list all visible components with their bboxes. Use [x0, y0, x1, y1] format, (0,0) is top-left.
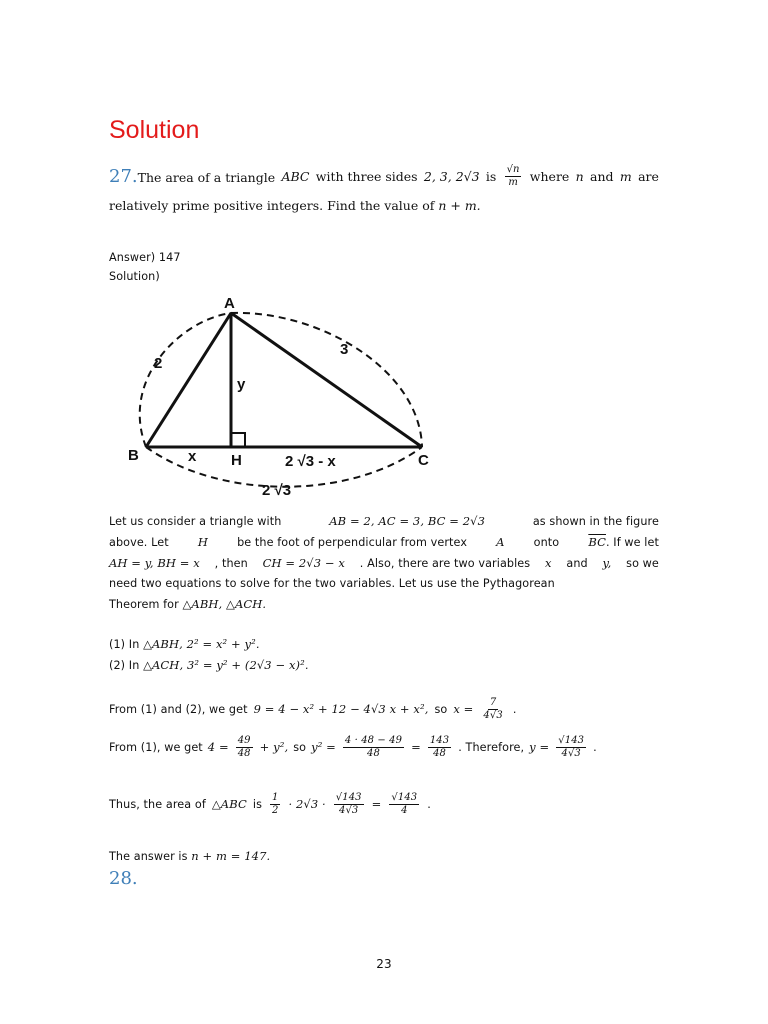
triangles-math: △ABH, △ACH.	[182, 597, 267, 611]
step-math: x =	[453, 702, 474, 716]
altitude-label: y	[237, 376, 246, 393]
para-text: so we	[626, 556, 659, 570]
side-lengths-math: AB = 2, AC = 3, BC = 2√3	[329, 514, 486, 528]
problem-text: where	[529, 168, 570, 184]
problem-text: and	[590, 168, 614, 184]
variable-definitions: AH = y, BH = x	[109, 556, 200, 570]
paragraph-line-5	[109, 597, 659, 611]
step-2: From (1), we get 4 = $\frac{49}{48}$ + y², so y² = $\frac{4 \cdot 48 - 49}{48}$ = $\frac{143}{48}$ . Therefore, y = $\frac{√143}{4√3}$ .	[109, 735, 597, 759]
equation-1	[109, 637, 659, 651]
x-fraction: $\frac{7}{4√3}$	[483, 697, 503, 721]
right-angle-mark	[231, 433, 245, 447]
paragraph-line-2	[109, 535, 659, 549]
sides-list: 2, 3, 2√3	[423, 168, 480, 184]
step-text: From (1), we get	[109, 740, 203, 754]
paragraph-line-4: need two equations to solve for the two variables. Let us use the Pythagorean	[109, 577, 555, 590]
para-text: and	[566, 556, 588, 570]
ch-expression: CH = 2√3 − x	[262, 556, 345, 570]
equation-math: △ABH, 2² = x² + y².	[143, 637, 260, 651]
problem-text: with three sides	[315, 168, 418, 184]
var-n: n	[575, 168, 584, 184]
problem-text: is	[485, 168, 497, 184]
problem-text: The area of a triangle	[137, 169, 276, 185]
step-text: so	[434, 702, 448, 716]
step-math: y² =	[311, 740, 336, 754]
final-answer	[109, 849, 659, 863]
segment-bc: $\overline{BC}$	[588, 535, 606, 549]
step-math: y =	[529, 740, 550, 754]
para-text: . Also, there are two variables	[359, 556, 531, 570]
step-text: so	[293, 740, 307, 754]
area-fraction: $\frac{√n}{m}$	[506, 164, 520, 188]
step-math: · 2√3 ·	[288, 797, 326, 811]
equation-label: (1) In	[109, 638, 140, 651]
triangle-name: ABC	[281, 168, 310, 184]
step-math: =	[411, 740, 421, 754]
problem-text: relatively prime positive integers. Find the value of	[109, 198, 435, 213]
area-result-fraction: $\frac{√143}{4}$	[391, 792, 418, 816]
target-expression: n + m.	[438, 198, 481, 213]
segment-hc-label: 2 √3 - x	[285, 453, 336, 470]
page-number: 23	[376, 957, 392, 971]
var-x: x	[545, 556, 552, 570]
equation-2	[109, 658, 659, 672]
y-fraction: $\frac{√143}{4√3}$	[558, 735, 585, 759]
segment-bh-label: x	[188, 448, 197, 465]
para-text: Let us consider a triangle with	[109, 514, 282, 528]
side-ab	[146, 313, 231, 447]
var-y: y,	[602, 556, 612, 570]
final-math: n + m = 147.	[191, 849, 271, 863]
solution-label: Solution)	[109, 270, 160, 283]
para-text: be the foot of perpendicular from vertex	[237, 535, 468, 549]
triangle-figure	[120, 290, 450, 505]
side-bc-label: 2 √3	[262, 482, 292, 499]
foot-h-label: H	[231, 452, 242, 469]
final-text: The answer is	[109, 850, 188, 863]
half-fraction: $\frac{1}{2}$	[272, 792, 279, 816]
paragraph-line-1	[109, 514, 659, 528]
problem-text: are	[638, 168, 659, 184]
vertex-a-label: A	[224, 295, 235, 312]
para-text: above. Let	[109, 535, 169, 549]
step-text: is	[252, 797, 263, 811]
problem-line-2	[109, 198, 659, 213]
fraction: $\frac{49}{48}$	[237, 735, 251, 759]
step-math: 4 =	[207, 740, 229, 754]
step-math: 9 = 4 − x² + 12 − 4√3 x + x²,	[253, 702, 429, 716]
step-text: Thus, the area of	[109, 797, 206, 811]
fraction: $\frac{143}{48}$	[429, 735, 450, 759]
problem-line-1	[109, 164, 659, 188]
para-text: onto	[533, 535, 560, 549]
problem-number: 27.	[109, 165, 138, 187]
equation-label: (2) In	[109, 659, 140, 672]
solution-heading: Solution	[109, 116, 200, 144]
paragraph-line-3	[109, 556, 659, 570]
var-m: m	[619, 168, 632, 184]
para-text: Theorem for	[109, 598, 179, 611]
side-ac-label: 3	[340, 341, 349, 358]
step-math: =	[371, 797, 382, 811]
para-text: as shown in the figure	[532, 514, 659, 528]
fraction: $\frac{√143}{4√3}$	[335, 792, 362, 816]
step-1: From (1) and (2), we get 9 = 4 − x² + 12 − 4√3 x + x², so x = $\frac{7}{4√3}$ .	[109, 697, 517, 721]
para-text: . If we let	[605, 536, 659, 549]
vertex-c-label: C	[418, 452, 429, 469]
next-problem-number: 28.	[109, 868, 138, 889]
fraction: $\frac{4 \cdot 48 - 49}{48}$	[344, 735, 403, 759]
answer-label: Answer) 147	[109, 251, 181, 264]
para-text: , then	[214, 556, 248, 570]
side-ab-label: 2	[154, 355, 163, 372]
var-a: A	[496, 535, 505, 549]
var-h: H	[197, 535, 208, 549]
step-math: △ABC	[211, 797, 247, 811]
step-3: Thus, the area of △ABC is $\frac{1}{2}$ · 2√3 · $\frac{√143}{4√3}$ = $\frac{√143}{4}$ .	[109, 792, 431, 816]
step-text: . Therefore,	[458, 740, 525, 754]
step-math: + y²,	[259, 740, 289, 754]
step-text: From (1) and (2), we get	[109, 702, 248, 716]
vertex-b-label: B	[128, 447, 139, 464]
equation-math: △ACH, 3² = y² + (2√3 − x)².	[143, 658, 309, 672]
